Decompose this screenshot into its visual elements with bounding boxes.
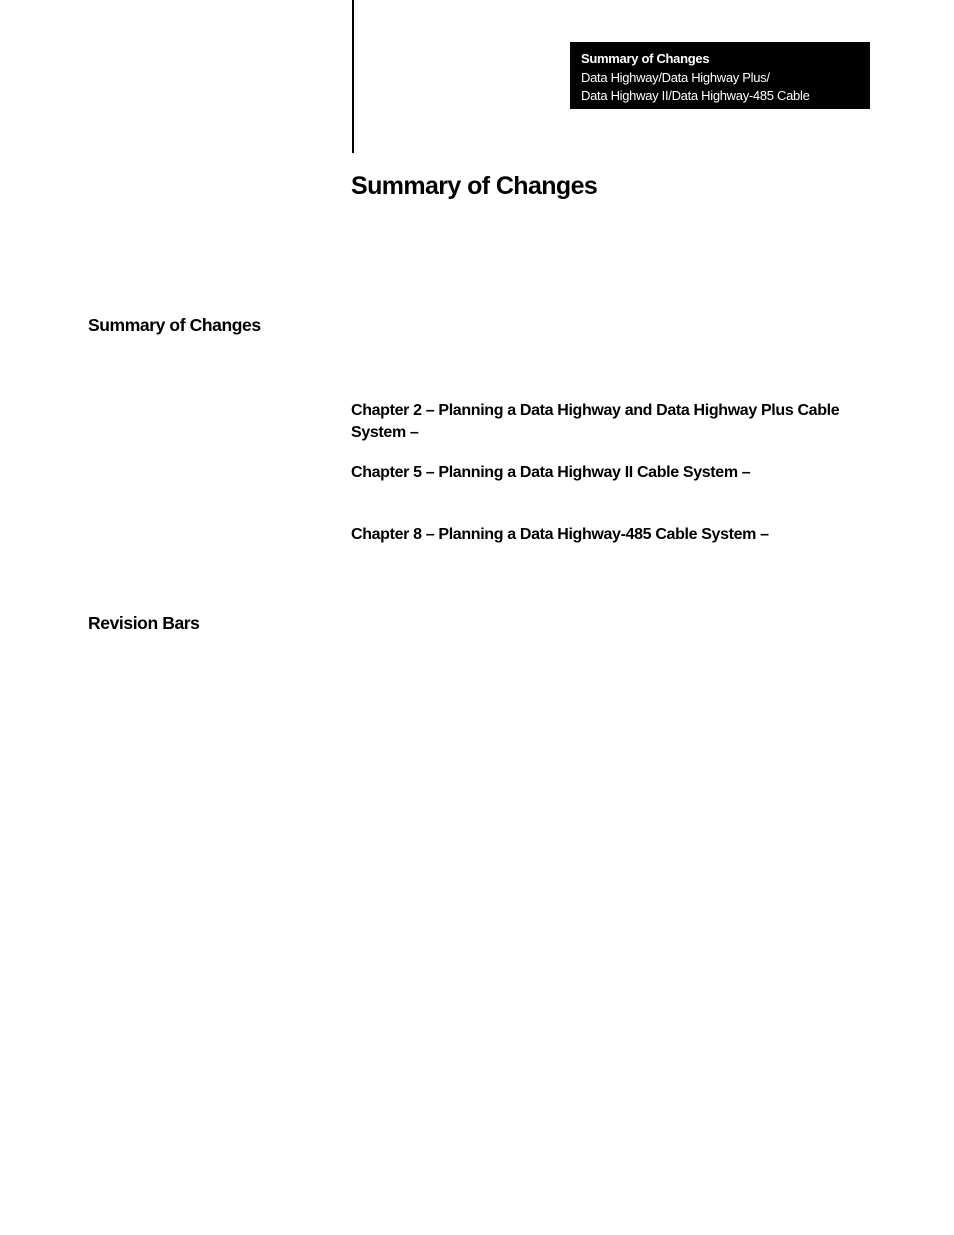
running-header-box [570, 42, 870, 109]
chapter-8-entry: Chapter 8 – Planning a Data Highway-485 Cable System – [351, 526, 769, 543]
page-title: Summary of Changes [351, 172, 598, 200]
section-heading-summary-of-changes: Summary of Changes [88, 315, 261, 335]
running-header-line-1: Data Highway/Data Highway Plus/ [581, 69, 770, 85]
chapter-5-entry: Chapter 5 – Planning a Data Highway II Cable System – [351, 464, 751, 481]
running-header-title: Summary of Changes [581, 51, 710, 66]
chapter-2-entry: Chapter 2 – Planning a Data Highway and Data Highway Plus Cable System – [351, 402, 840, 441]
vertical-rule [352, 0, 354, 153]
running-header-line-2: Data Highway II/Data Highway-485 Cable [581, 88, 810, 103]
section-heading-revision-bars: Revision Bars [88, 613, 200, 633]
